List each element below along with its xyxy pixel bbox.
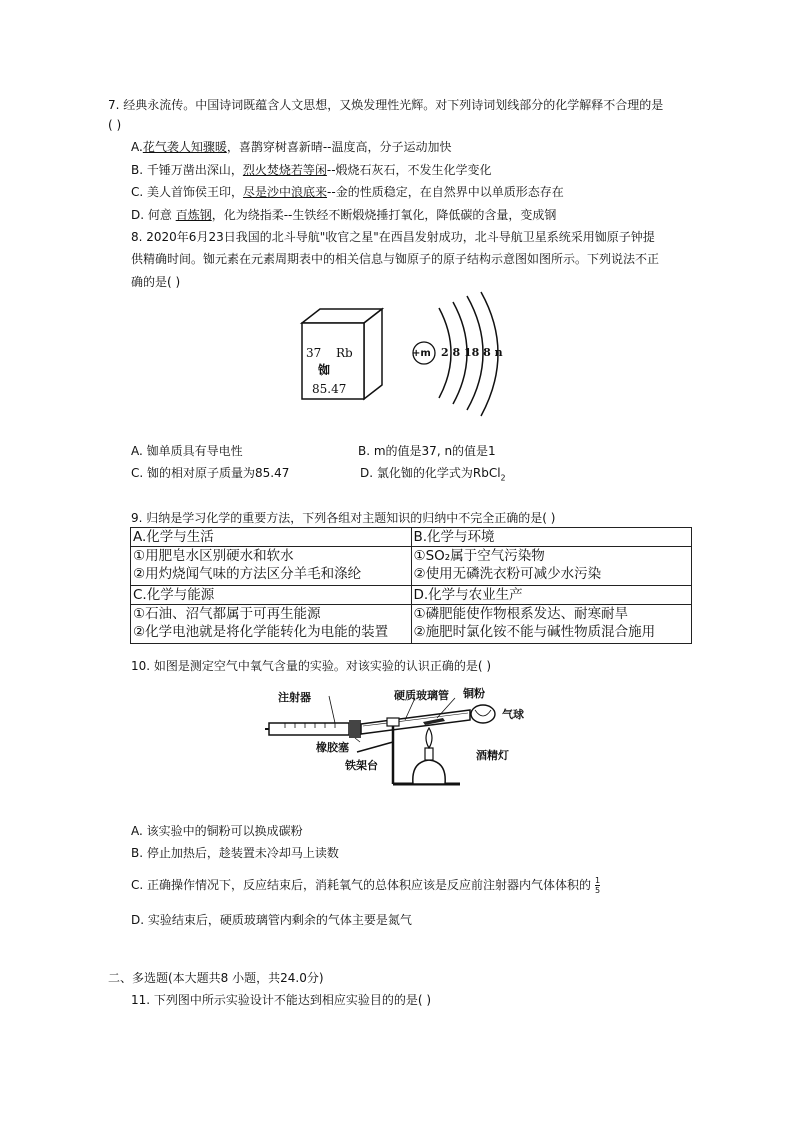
q7-d-underline: 百炼钢 — [175, 208, 212, 222]
element-number: 37 — [306, 346, 322, 360]
nucleus-charge: +m — [412, 348, 431, 359]
element-name: 铷 — [318, 363, 331, 377]
table-head-b: B.化学与环境 — [411, 528, 692, 547]
q11-stem: 11. 下列图中所示实验设计不能达到相应实验目的的是( ) — [131, 993, 432, 1007]
label-stopper: 橡胶塞 — [316, 741, 349, 754]
table-cell-b — [411, 547, 692, 586]
fraction-denominator: 5 — [595, 886, 601, 895]
q7-option-a — [131, 139, 452, 155]
table-head-d: D.化学与农业生产 — [411, 586, 692, 605]
q10-option-b: B. 停止加热后，趁装置未冷却马上读数 — [131, 846, 339, 860]
element-mass: 85.47 — [312, 382, 347, 396]
label-lamp: 酒精灯 — [476, 749, 509, 762]
table-head-a: A.化学与生活 — [131, 528, 412, 547]
q7-stem: 7. 经典永流传。中国诗词既蕴含人文思想，又焕发理性光辉。对下列诗词划线部分的化学解释不合理的是 — [108, 98, 664, 112]
q9-stem: 9. 归纳是学习化学的重要方法，下列各组对主题知识的归纳中不完全正确的是( ) — [131, 511, 556, 525]
q7-option-b — [131, 162, 492, 178]
q8-line3: 确的是( ) — [131, 275, 181, 289]
table-row — [131, 605, 692, 644]
label-syringe: 注射器 — [278, 691, 311, 704]
fraction-numerator: 1 — [595, 876, 601, 885]
table-cell-line: ①石油、沼气都属于可再生能源 — [133, 606, 321, 622]
q8-option-c: C. 铷的相对原子质量为85.47 — [131, 466, 290, 480]
label-balloon: 气球 — [502, 708, 524, 721]
q10-c-text: C. 正确操作情况下，反应结束后，消耗氧气的总体积应该是反应前注射器内气体体积的 — [131, 878, 592, 892]
q7-d-prefix: D. 何意 — [131, 208, 176, 222]
q8-line2: 供精确时间。铷元素在元素周期表中的相关信息与铷原子的原子结构示意图如图所示。下列说法不正 — [131, 252, 660, 266]
table-cell-d — [411, 605, 692, 644]
q7-d-rest: ，化为绕指柔--生铁经不断煅烧捶打氧化，降低碳的含量，变成钢 — [211, 208, 557, 222]
label-tube: 硬质玻璃管 — [394, 689, 449, 702]
q10-option-d: D. 实验结束后，硬质玻璃管内剩余的气体主要是氮气 — [131, 913, 412, 927]
q8-d-subscript: 2 — [500, 473, 506, 483]
q10-stem: 10. 如图是测定空气中氧气含量的实验。对该实验的认识正确的是( ) — [131, 659, 492, 673]
table-cell-line: ②施肥时氯化铵不能与碱性物质混合施用 — [413, 624, 656, 640]
table-cell-line: ①磷肥能使作物根系发达、耐寒耐旱 — [413, 606, 629, 622]
q8-line1: 8. 2020年6月23日我国的北斗导航"收官之星"在西昌发射成功，北斗导航卫星系统采用铷原子钟提 — [131, 230, 655, 244]
q7-paren: ( ) — [108, 118, 122, 132]
q7-c-prefix: C. 美人首饰侯王印， — [131, 185, 244, 199]
q7-a-rest: ，喜鹊穿树喜新晴--温度高，分子运动加快 — [226, 140, 452, 154]
table-cell-line: ①SO₂属于空气污染物 — [413, 548, 545, 564]
table-cell-a — [131, 547, 412, 586]
q10-option-c — [131, 876, 600, 895]
q7-c-underline: 尽是沙中浪底来 — [243, 185, 328, 199]
q7-a-underline: 花气袭人知骤暖 — [142, 140, 227, 154]
table-cell-c — [131, 605, 412, 644]
table-cell-line: ②用灼烧闻气味的方法区分羊毛和涤纶 — [133, 566, 362, 582]
q7-b-rest: --煅烧石灰石，不发生化学变化 — [326, 163, 492, 177]
fraction-one-fifth — [595, 876, 600, 895]
q7-a-prefix: A. — [131, 140, 143, 154]
q7-c-rest: --金的性质稳定，在自然界中以单质形态存在 — [327, 185, 564, 199]
table-row — [131, 586, 692, 605]
element-symbol: Rb — [336, 346, 353, 360]
table-cell-line: ①用肥皂水区别硬水和软水 — [133, 548, 294, 564]
electron-shells: 2 8 18 8 n — [441, 346, 503, 359]
table-cell-line: ②化学电池就是将化学能转化为电能的装置 — [133, 624, 389, 640]
table-row — [131, 547, 692, 586]
q7-b-underline: 烈火焚烧若等闲 — [242, 163, 327, 177]
table-head-c: C.化学与能源 — [131, 586, 412, 605]
label-stand: 铁架台 — [345, 759, 378, 772]
q8-option-d — [360, 465, 506, 486]
label-copper: 铜粉 — [463, 687, 485, 700]
q7-b-prefix: B. 千锤万凿出深山， — [131, 163, 243, 177]
q8-d-text: D. 氯化铷的化学式为RbCl — [360, 466, 501, 480]
q7-option-d — [131, 207, 556, 223]
section-title: 二、多选题(本大题共8 小题，共24.0分) — [108, 971, 324, 985]
table-cell-line: ②使用无磷洗衣粉可减少水污染 — [413, 566, 602, 582]
q8-option-a: A. 铷单质具有导电性 — [131, 444, 243, 458]
q7-option-c — [131, 184, 564, 200]
table-row — [131, 528, 692, 547]
q9-table — [130, 527, 692, 644]
q10-option-a: A. 该实验中的铜粉可以换成碳粉 — [131, 824, 303, 838]
q8-option-b: B. m的值是37, n的值是1 — [358, 444, 496, 458]
